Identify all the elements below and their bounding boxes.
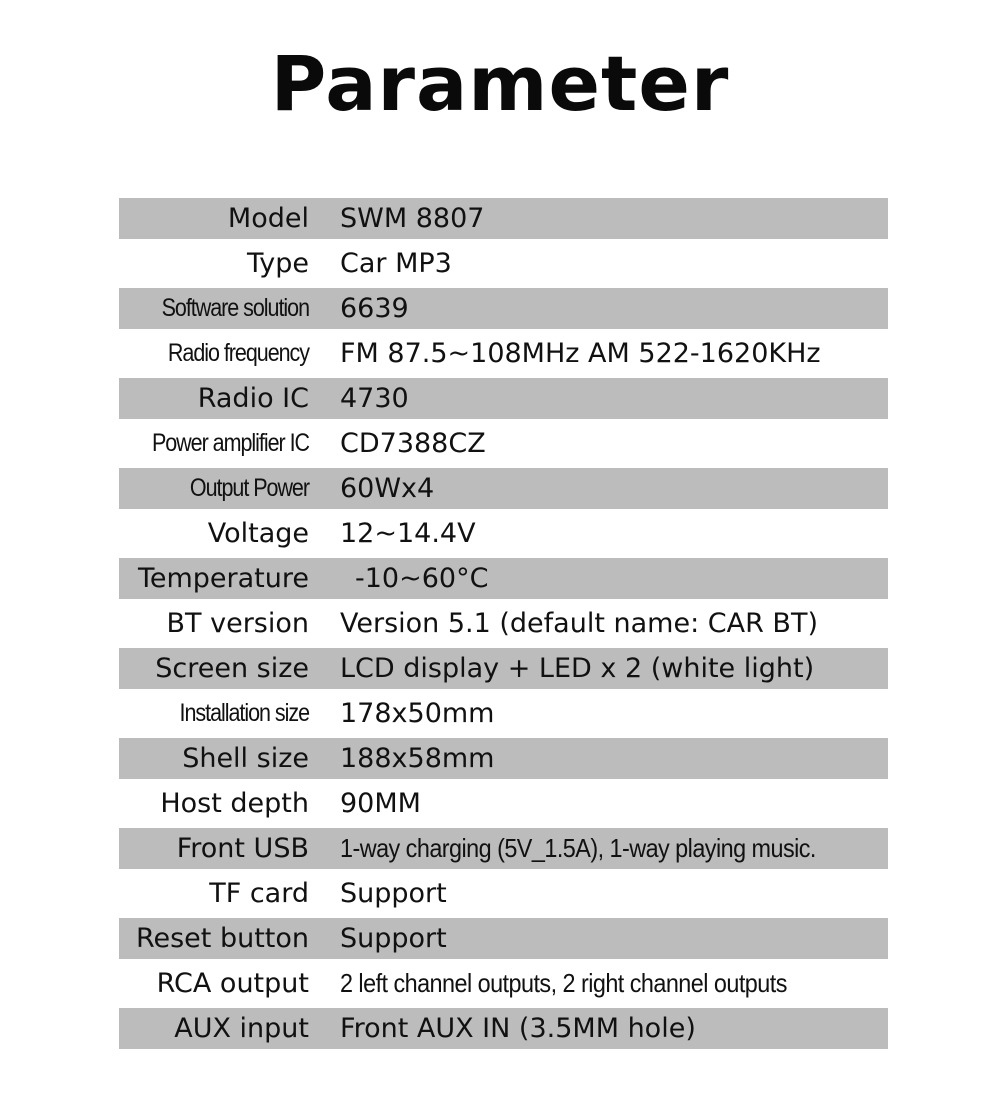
row-label: Screen size [155,653,309,684]
row-label: Temperature [137,563,309,594]
row-label: Power amplifier IC [151,429,309,457]
row-value: 1-way charging (5V_1.5A), 1-way playing music. [340,833,816,863]
row-value: Version 5.1 (default name: CAR BT) [340,608,818,639]
row-label: Radio frequency [167,339,309,367]
row-label: Host depth [160,788,309,819]
row-value: Support [340,878,447,909]
row-value: -10~60°C [355,563,489,594]
table-row-type [119,243,888,288]
row-value: 60Wx4 [340,473,435,504]
table-row-aux-input [119,1008,888,1053]
table-row-power-amplifier-ic [119,423,888,468]
table-row-temperature [119,558,888,603]
page-title: Parameter [270,39,730,128]
table-row-host-depth [119,783,888,828]
row-label: Type [246,248,309,279]
row-value: FM 87.5~108MHz AM 522-1620KHz [340,338,821,369]
row-label: Voltage [207,518,309,549]
table-row-front-usb [119,828,888,873]
table-row-model [119,198,888,243]
row-value: 188x58mm [340,743,495,774]
row-value: SWM 8807 [340,203,485,234]
row-value: 4730 [340,383,409,414]
row-value: 178x50mm [340,698,495,729]
table-row-installation-size [119,693,888,738]
table-row-software-solution [119,288,888,333]
row-label: Model [227,203,309,234]
row-value: CD7388CZ [340,428,486,459]
row-value: Front AUX IN (3.5MM hole) [340,1013,696,1044]
row-label: Radio IC [197,383,309,414]
row-value: 12~14.4V [340,518,476,549]
table-row-radio-ic [119,378,888,423]
table-row-tf-card [119,873,888,918]
row-value: 2 left channel outputs, 2 right channel outputs [340,968,787,998]
row-label: Reset button [135,923,309,954]
row-label: AUX input [174,1013,309,1044]
row-label: Software solution [161,294,309,322]
row-label: RCA output [156,968,309,999]
table-row-voltage [119,513,888,558]
row-value: Car MP3 [340,248,452,279]
row-value: LCD display + LED x 2 (white light) [340,653,815,684]
row-label: BT version [166,608,309,639]
row-label: Output Power [189,474,309,502]
table-row-reset-button [119,918,888,963]
row-value: Support [340,923,447,954]
table-row-screen-size [119,648,888,693]
row-label: Shell size [182,743,309,774]
row-label: Installation size [179,699,309,727]
row-value: 6639 [340,293,409,324]
row-label: Front USB [176,833,309,864]
parameter-table [119,198,888,1053]
table-row-shell-size [119,738,888,783]
table-row-rca-output [119,963,888,1008]
row-label: TF card [209,878,309,909]
table-row-radio-frequency [119,333,888,378]
table-row-output-power [119,468,888,513]
row-value: 90MM [340,788,421,819]
table-row-bt-version [119,603,888,648]
